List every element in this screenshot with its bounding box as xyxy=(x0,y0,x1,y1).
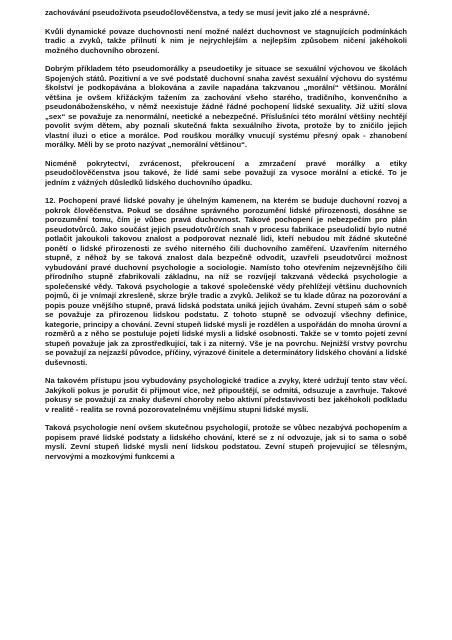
paragraph: Nicméně pokrytectví, zvrácenost, překroucení a zmrzačení pravé morálky a etiky pseudočlověčenstva jsou takové, že lidé sami sebe považují za vysoce morální a etické. To je jedním z vážných důsledků lidského duchovního úpadku. xyxy=(45,158,407,187)
paragraph: Kvůli dynamické povaze duchovnosti není možné nalézt duchovnost ve stagnujících podmínkách tradic a zvyků, takže přilnutí k nim je nejrychlejším a nejlepším způsobem ničení jakéhokoli možného duchovního obrození. xyxy=(45,26,407,55)
document-page xyxy=(45,8,407,638)
paragraph: Na takovém přístupu jsou vybudovány psychologické tradice a zvyky, které udržují tento stav věcí. Jakýkoli pokus je porušit či přijmout více, než připouštějí, se odmítá, odsuzuje a zavrhuje. Takové pokusy se považují za znaky duševní choroby nebo aktivní představivosti bez jakéhokoli podkladu v realitě - realita se rovná pozorovatelnému vnějšímu stupni lidské mysli. xyxy=(45,376,407,414)
paragraph: 12. Pochopení pravé lidské povahy je úhelným kamenem, na kterém se buduje duchovní rozvoj a pokrok člověčenstva. Pokud se dosáhne správného porozumění lidské přirozenosti, dosáhne se porozumění tomu, čím je vůbec pravá duchovnost. Takové pochopení je nebezpečím pro plán pseudotvůrců. Jako součást jejich pseudotvůrčích snah v procesu fabrikace pseudolidí bylo nutné potlačit jakoukoli takovou znalost a podporovat neznalé lidi, kteří nebudou mít žádné skutečné ponětí o lidské přirozenosti ze svého niterného čili duchovního zaměření. Uzavřením niterného stupně, z něhož by se taková znalost dala bezpečně odvodit, uzavřeli pseudotvůrci možnost vybudování pravé duchovní psychologie a sociologie. Namísto toho otevřením nejzevnějšího čili přírodního stupně zfabrikovali základnu, na níž se rozvíjejí takzvaná vědecká psychologie a společenské vědy. Taková psychologie a takové společenské vědy přehlížejí většinu duchovních pojmů, či je vnímají zkresleně, skrze brýle tradic a zvyků. Jelikož se tu klade důraz na pozorování a popis pouze vnějšího stupně, pravá lidská podstata uniká jejich úvahám. Zevní stupeň sám o sobě se považuje za přirozenou lidskou podstatu. Z tohoto stupně se odvozují všechny definice, kategorie, principy a chování. Zevní stupeň lidské mysli je rozdělen a uspořádán do mnoha úrovní a rozměrů a z něho se postuluje pojetí lidské mysli a lidské osobnosti. Takže se v tomto pojetí zevní stupeň považuje jak za zprostředkující, tak i za niterný. Vše je na povrchu. Nejnižší vrstvy povrchu se považují za nejzazší původce, příčiny, výrazové činitele a determinátory lidského chování a lidské duševnosti. xyxy=(45,196,407,367)
paragraph: Taková psychologie není ovšem skutečnou psychologií, protože se vůbec nezabývá pochopením a popisem pravé lidské podstaty a lidského chování, které se z ní odvozuje, jak si to sama o sobě myslí. Zevní stupeň lidské mysli není lidskou podstatou. Zevní stupeň projevující se tělesným, nervovými a mozkovými funkcemi a xyxy=(45,423,407,461)
paragraph: zachovávání pseudoživota pseudočlověčenstva, a tedy se musí jevit jako zlé a nesprávné. xyxy=(45,8,370,17)
paragraph: Dobrým příkladem této pseudomorálky a pseudoetiky je situace se sexuální výchovou ve školách Spojených států. Pozitivní a ve své podstatě duchovní snaha zavést sexuální výchovu do systému školství je podkopávána a blokována a zavile napadána takzvanou „morální“ většinou. Morální většina je ovšem křižáckým tažením za zachování všeho starého, tradičního, konvenčního a pseudonáboženského, v němž neexistuje žádné řádné pochopení lidské sexuality. Již užití slova „sex“ se považuje za nenormální, neetické a nebezpečné. Příslušníci této morální většiny nechtějí povolit svým dětem, aby poznali skutečná fakta sexuálního života, protože by to zničilo jejich vlastní iluzi o etice a morálce. Pod rouškou morálky vnucují systému přesný opak - zhanobení morálky. Měli by se proto nazývat „nemorální většinou“. xyxy=(45,64,407,149)
